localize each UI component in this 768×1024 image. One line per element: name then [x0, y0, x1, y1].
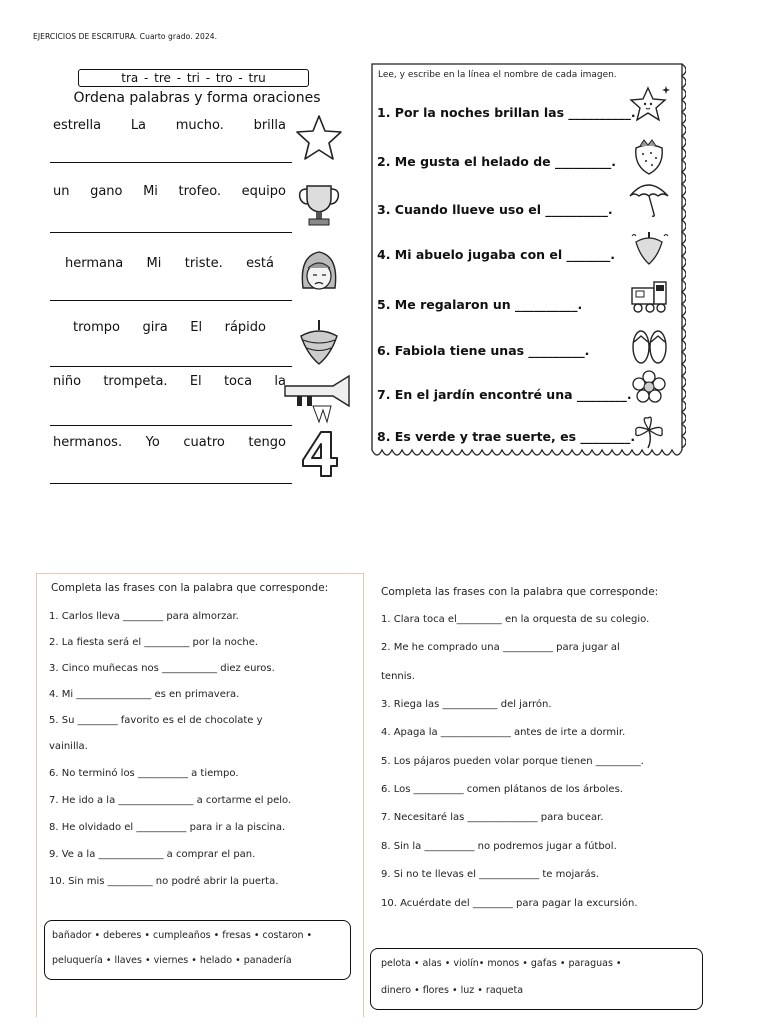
sentence-2: 2. La fiesta será el _________ por la noche. — [49, 637, 259, 648]
word-bank-line-1: pelota • alas • violín• monos • gafas • paraguas • — [381, 958, 622, 969]
star-icon — [626, 82, 672, 122]
panel-image-names — [368, 60, 686, 478]
answer-line-6[interactable] — [50, 483, 292, 484]
sentence-6: 6. Fabiola tiene unas _________. — [377, 343, 590, 358]
trumpet-icon — [283, 372, 355, 424]
spinning-top-icon — [626, 228, 672, 268]
sentence-3: 3. Cuando llueve uso el __________. — [377, 202, 613, 217]
word: triste. — [184, 256, 223, 271]
sentence-4: 4. Apaga la ______________ antes de irte a dormir. — [381, 727, 626, 738]
sentence-10: 10. Sin mis _________ no podré abrir la puerta. — [49, 876, 279, 887]
word: hermana — [65, 256, 124, 271]
sentence-6: 6. No terminó los __________ a tiempo. — [49, 768, 239, 779]
word: mucho. — [175, 118, 224, 133]
word-row-6 — [47, 435, 292, 450]
word-row-4 — [47, 320, 292, 335]
spinning-top-icon — [295, 318, 343, 370]
sentence-7: 7. He ido a la _______________ a cortarme el pelo. — [49, 795, 292, 806]
sentence-1: 1. Clara toca el_________ en la orquesta de su colegio. — [381, 614, 650, 625]
instruction-text: Lee, y escribe en la línea el nombre de cada imagen. — [378, 70, 617, 80]
sentence-5-cont: vainilla. — [49, 741, 88, 752]
panel3-title: Completa las frases con la palabra que corresponde: — [51, 582, 329, 594]
strawberry-icon — [626, 136, 672, 176]
panel-order-words — [47, 60, 347, 484]
sentence-2: 2. Me he comprado una __________ para jugar al — [381, 642, 620, 653]
word-row-1 — [47, 118, 292, 133]
sentence-8: 8. Es verde y trae suerte, es ________. — [377, 429, 636, 444]
sad-girl-icon — [295, 246, 343, 298]
sandals-icon — [626, 326, 672, 366]
sentence-10: 10. Acuérdate del ________ para pagar la excursión. — [381, 898, 638, 909]
panel4-title: Completa las frases con la palabra que corresponde: — [381, 586, 659, 598]
sentence-3: 3. Cinco muñecas nos ___________ diez euros. — [49, 663, 275, 674]
umbrella-icon — [626, 178, 672, 218]
word: un — [53, 184, 70, 199]
word: El — [189, 374, 202, 389]
word: brilla — [253, 118, 286, 133]
panel-complete-sentences-2 — [372, 578, 722, 1018]
sentence-7: 7. Necesitaré las ______________ para bucear. — [381, 812, 604, 823]
sentence-9: 9. Si no te llevas el ____________ te mojarás. — [381, 869, 599, 880]
sentence-1: 1. Carlos lleva ________ para almorzar. — [49, 611, 239, 622]
word: gano — [90, 184, 123, 199]
word: está — [246, 256, 274, 271]
word: cuatro — [183, 435, 225, 450]
word: Yo — [145, 435, 160, 450]
trophy-icon — [295, 180, 343, 232]
word: rápido — [224, 320, 266, 335]
flower-icon — [626, 368, 672, 408]
word: hermanos. — [53, 435, 123, 450]
word-bank-1 — [44, 920, 351, 980]
worksheet-header: EJERCICIOS DE ESCRITURA. Cuarto grado. 2024. — [33, 32, 218, 41]
word-row-5 — [47, 374, 292, 389]
word-bank-line-2: peluquería • llaves • viernes • helado • panadería — [52, 955, 292, 966]
train-icon — [626, 276, 672, 316]
word: Mi — [146, 256, 162, 271]
panel-complete-sentences-1 — [36, 573, 364, 1017]
clover-icon — [626, 412, 672, 452]
word: Mi — [143, 184, 158, 199]
word: El — [190, 320, 203, 335]
number-four-icon — [295, 428, 343, 480]
word: trompo — [73, 320, 120, 335]
sentence-7: 7. En el jardín encontré una ________. — [377, 387, 632, 402]
sentence-5: 5. Me regalaron un __________. — [377, 297, 583, 312]
word: estrella — [53, 118, 102, 133]
sentence-2: 2. Me gusta el helado de _________. — [377, 154, 616, 169]
sentence-9: 9. Ve a la _____________ a comprar el pan. — [49, 849, 256, 860]
answer-line-3[interactable] — [50, 300, 292, 301]
word: la — [274, 374, 286, 389]
sentence-4: 4. Mi _______________ es en primavera. — [49, 689, 240, 700]
word-row-2 — [47, 184, 292, 199]
answer-line-4[interactable] — [50, 366, 292, 367]
word-bank-line-1: bañador • deberes • cumpleaños • fresas • costaron • — [52, 930, 313, 941]
sentence-8: 8. Sin la __________ no podremos jugar a fútbol. — [381, 841, 617, 852]
word-row-3 — [47, 256, 292, 271]
word: tengo — [248, 435, 286, 450]
syllables-box: tra - tre - tri - tro - tru — [78, 69, 309, 87]
word: toca — [223, 374, 253, 389]
sentence-4: 4. Mi abuelo jugaba con el _______. — [377, 247, 616, 262]
sentence-6: 6. Los __________ comen plátanos de los árboles. — [381, 784, 623, 795]
star-icon — [295, 112, 343, 164]
sentence-5: 5. Su ________ favorito es el de chocolate y — [49, 715, 263, 726]
sentence-5: 5. Los pájaros pueden volar porque tienen _________. — [381, 756, 644, 767]
word: equipo — [241, 184, 286, 199]
word: niño — [53, 374, 82, 389]
word: trompeta. — [103, 374, 168, 389]
answer-line-2[interactable] — [50, 232, 292, 233]
word: trofeo. — [178, 184, 222, 199]
answer-line-5[interactable] — [50, 425, 292, 426]
sentence-3: 3. Riega las ___________ del jarrón. — [381, 699, 552, 710]
word-bank-line-2: dinero • flores • luz • raqueta — [381, 985, 524, 996]
word: gira — [142, 320, 168, 335]
sentence-2-cont: tennis. — [381, 671, 415, 682]
panel1-title: Ordena palabras y forma oraciones — [73, 90, 321, 106]
sentence-8: 8. He olvidado el __________ para ir a la piscina. — [49, 822, 286, 833]
sentence-1: 1. Por la noches brillan las __________. — [377, 105, 636, 120]
answer-line-1[interactable] — [50, 162, 292, 163]
word: La — [130, 118, 147, 133]
word-bank-2 — [370, 948, 703, 1010]
